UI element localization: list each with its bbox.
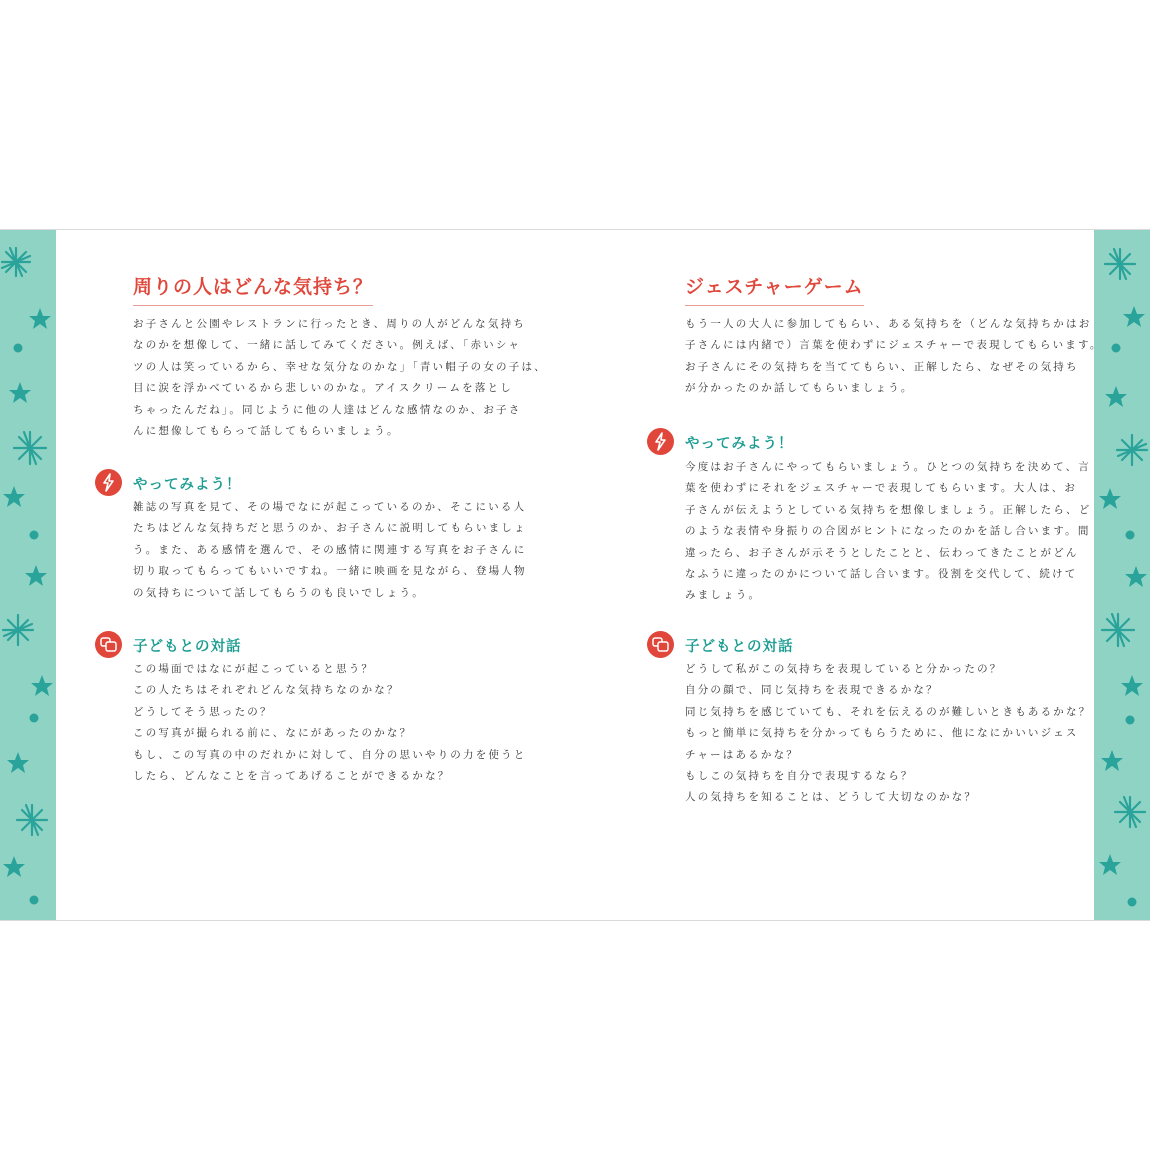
text-line: もう一人の大人に参加してもらい、ある気持ちを（どんな気持ちかはお: [685, 318, 1092, 330]
right-try-text: [685, 457, 1091, 607]
left-try-heading: やってみよう！: [133, 477, 242, 493]
text-line: お子さんにその気持ちを当ててもらい、正解したら、なぜその気持ち: [685, 360, 1079, 373]
text-line: のような表情や身振りの合図がヒントになったのかを話し合います。間: [685, 525, 1091, 538]
left-dialogue-text: [133, 659, 527, 787]
text-line: どうしてそう思ったの？: [133, 705, 273, 718]
text-line: ちゃったんだね」。同じように他の人達はどんな感情なのか、お子さ: [133, 403, 522, 416]
text-line: チャーはあるかな？: [685, 748, 799, 761]
text-line: 子さんには内緒で）言葉を使わずにジェスチャーで表現してもらいます。: [685, 339, 1103, 352]
right-page-title: ジェスチャーゲーム: [685, 272, 864, 306]
text-line: 雑誌の写真を見て、その場でなにが起こっているのか、そこにいる人: [133, 501, 527, 513]
book-spread: [0, 229, 1150, 921]
text-line: 自分の顔で、同じ気持ちを表現できるかな？: [685, 684, 939, 697]
left-intro-text: [133, 314, 547, 442]
text-line: の気持ちについて話してもらうのも良いでしょう。: [133, 586, 425, 599]
right-dialogue-text: [685, 659, 1091, 809]
star-pattern-icon: [0, 230, 56, 920]
text-line: この写真が撮られる前に、なにがあったのかな？: [133, 727, 413, 740]
text-line: が分かったのか話してもらいましょう。: [685, 382, 914, 395]
text-line: ツの人は笑っているから、幸せな気分なのかな」「青い帽子の女の子は、: [133, 360, 547, 373]
text-line: 目に涙を浮かべているから悲しいのかな。アイスクリームを落とし: [133, 382, 513, 395]
text-line: なふうに違ったのかについて話し合います。役割を交代して、続けて: [685, 568, 1078, 581]
text-line: 同じ気持ちを感じていても、それを伝えるのが難しいときもあるかな？: [685, 705, 1092, 718]
lightning-icon: [647, 428, 674, 455]
left-page-title: 周りの人はどんな気持ち？: [133, 272, 373, 306]
text-line: 葉を使わずにそれをジェスチャーで表現してもらいます。大人は、お: [685, 482, 1078, 495]
left-page: [95, 230, 547, 920]
text-line: もっと簡単に気持ちを分かってもらうために、他になにかいいジェス: [685, 727, 1079, 740]
text-line: 今度はお子さんにやってもらいましょう。ひとつの気持ちを決めて、言: [685, 461, 1091, 473]
text-line: 違ったら、お子さんが示そうとしたことと、伝わってきたことがどん: [685, 546, 1079, 559]
text-line: したら、どんなことを言ってあげることができるかな？: [133, 770, 451, 783]
text-line: 切り取ってもらってもいいですね。一緒に映画を見ながら、登場人物: [133, 565, 527, 578]
text-line: もしこの気持ちを自分で表現するなら？: [685, 770, 914, 783]
text-line: んに想像してもらって話してもらいましょう。: [133, 425, 400, 438]
text-line: たちはどんな気持ちだと思うのか、お子さんに説明してもらいましょ: [133, 522, 527, 535]
text-line: お子さんと公園やレストランに行ったとき、周りの人がどんな気持ち: [133, 318, 526, 330]
right-intro-text: [685, 314, 1103, 400]
text-line: もし、この写真の中のだれかに対して、自分の思いやりの力を使うと: [133, 748, 527, 761]
text-line: 子さんが伝えようとしている気持ちを想像しましょう。正解したら、ど: [685, 503, 1092, 516]
text-line: なのかを想像して、一緒に話してみてください。例えば、「赤いシャ: [133, 339, 522, 352]
text-line: この場面ではなにが起こっていると思う？: [133, 663, 375, 675]
lightning-icon: [95, 469, 122, 496]
right-page: [625, 230, 1103, 920]
text-line: みましょう。: [685, 589, 762, 602]
left-decorative-strip: [0, 230, 56, 920]
left-dialogue-heading: 子どもとの対話: [133, 639, 242, 655]
text-line: う。また、ある感情を選んで、その感情に関連する写真をお子さんに: [133, 543, 527, 556]
speech-bubbles-icon: [95, 631, 122, 658]
speech-bubbles-icon: [647, 631, 674, 658]
text-line: どうして私がこの気持ちを表現していると分かったの？: [685, 663, 1003, 675]
left-try-text: [133, 497, 527, 604]
right-try-heading: やってみよう！: [685, 436, 794, 452]
text-line: この人たちはそれぞれどんな気持ちなのかな？: [133, 684, 400, 697]
text-line: 人の気持ちを知ることは、どうして大切なのかな？: [685, 791, 978, 804]
right-dialogue-heading: 子どもとの対話: [685, 639, 794, 655]
